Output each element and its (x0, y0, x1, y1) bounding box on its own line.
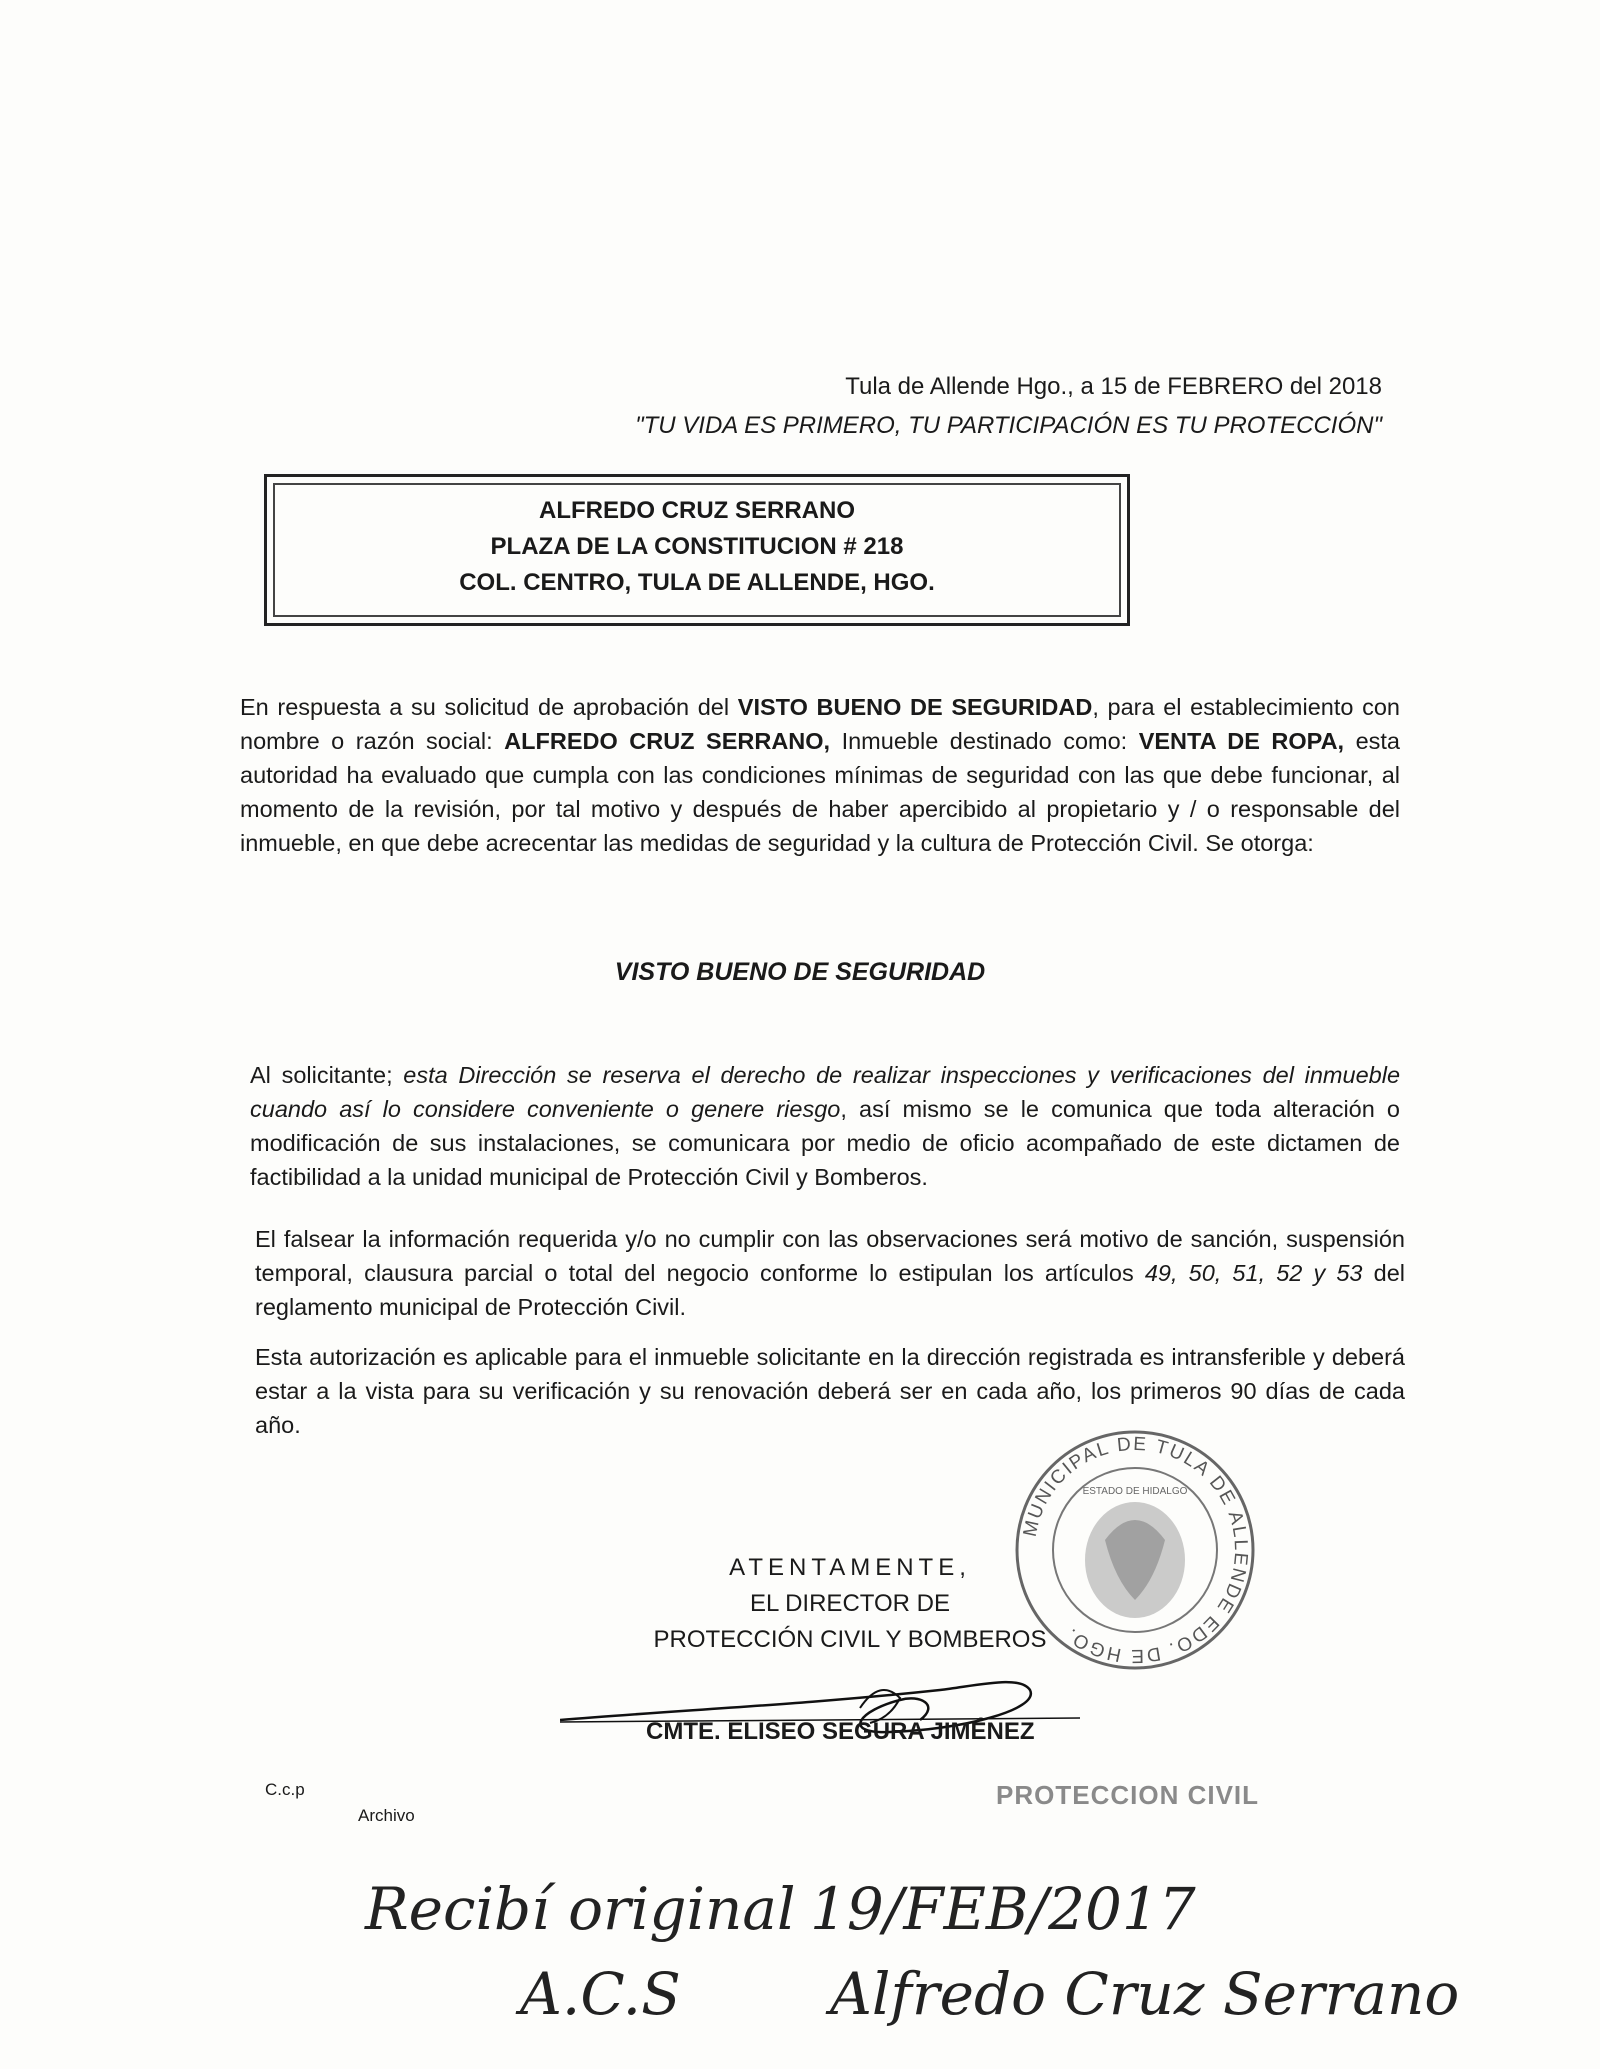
business-use: VENTA DE ROPA, (1138, 728, 1345, 754)
svg-text:ESTADO DE HIDALGO: ESTADO DE HIDALGO (1082, 1486, 1188, 1497)
handwritten-name: Alfredo Cruz Serrano (830, 1960, 1460, 2028)
recipient-colony: COL. CENTRO, TULA DE ALLENDE, HGO. (459, 569, 935, 596)
signature-block (600, 1550, 1100, 1658)
motto: "TU VIDA ES PRIMERO, TU PARTICIPACIÓN ES TU PROTECCIÓN" (635, 412, 1382, 439)
paragraph-validity: Esta autorización es aplicable para el inmueble solicitante en la dirección registrada es intransferible y deberá estar a la vista para su verificación y su renovación deberá ser en cada año, los primeros 90 días de cada año. (255, 1344, 1405, 1438)
date-line: Tula de Allende Hgo., a 15 de FEBRERO del 2018 (845, 373, 1382, 400)
handwritten-received: Recibí original (365, 1875, 796, 1943)
svg-text:MUNICIPAL DE TULA DE ALLENDE E: MUNICIPAL DE TULA DE ALLENDE EDO. DE HGO. (1019, 1433, 1252, 1667)
address-box (264, 474, 1130, 626)
section-heading: VISTO BUENO DE SEGURIDAD (614, 958, 986, 986)
handwritten-date: 19/FEB/2017 (810, 1875, 1196, 1943)
signer-name: CMTE. ELISEO SEGURA JIMÉNEZ (646, 1718, 1035, 1745)
proteccion-civil-stamp: PROTECCION CIVIL (996, 1780, 1260, 1810)
archivo-label: Archivo (358, 1806, 415, 1825)
handwritten-initials: A.C.S (520, 1960, 681, 2028)
visto-bueno-inline: VISTO BUENO DE SEGURIDAD (737, 694, 1093, 720)
paragraph-inspection: Al solicitante; esta Dirección se reserva el derecho de realizar inspecciones y verificaciones del inmueble cuando así lo considere conveniente o genere riesgo, así mismo se le comunica que toda alteración o modificación de sus instalaciones, se comunicara por medio de oficio acompañado de este dictamen de factibilidad a la unidad municipal de Protección Civil y Bomberos. (250, 1062, 1401, 1190)
paragraph-request: En respuesta a su solicitud de aprobación del VISTO BUENO DE SEGURIDAD, para el establecimiento con nombre o razón social: ALFREDO CRUZ SERRANO, Inmueble destinado como: VENTA DE ROPA, esta autoridad ha evaluado que cumpla con las condiciones mínimas de seguridad con las que debe funcionar, al momento de la revisión, por tal motivo y después de haber apercibido al propietario y / o responsable del inmueble, en que debe acrecentar las medidas de seguridad y la cultura de Protección Civil. Se otorga: (240, 694, 1401, 856)
director-department: PROTECCIÓN CIVIL Y BOMBEROS (653, 1626, 1047, 1653)
director-title: EL DIRECTOR DE (749, 1590, 951, 1617)
closing: ATENTAMENTE, (729, 1554, 971, 1581)
recipient-street: PLAZA DE LA CONSTITUCION # 218 (490, 533, 904, 560)
paragraph-sanctions: El falsear la información requerida y/o no cumplir con las observaciones será motivo de sanción, suspensión temporal, clausura parcial o total del negocio conforme lo estipulan los artículos 49, 50, 51, 52 y 53 del reglamento municipal de Protección Civil. (255, 1226, 1405, 1320)
ccp-label: C.c.p (265, 1780, 305, 1799)
recipient-name: ALFREDO CRUZ SERRANO (539, 497, 855, 524)
business-name: ALFREDO CRUZ SERRANO, (504, 728, 831, 754)
